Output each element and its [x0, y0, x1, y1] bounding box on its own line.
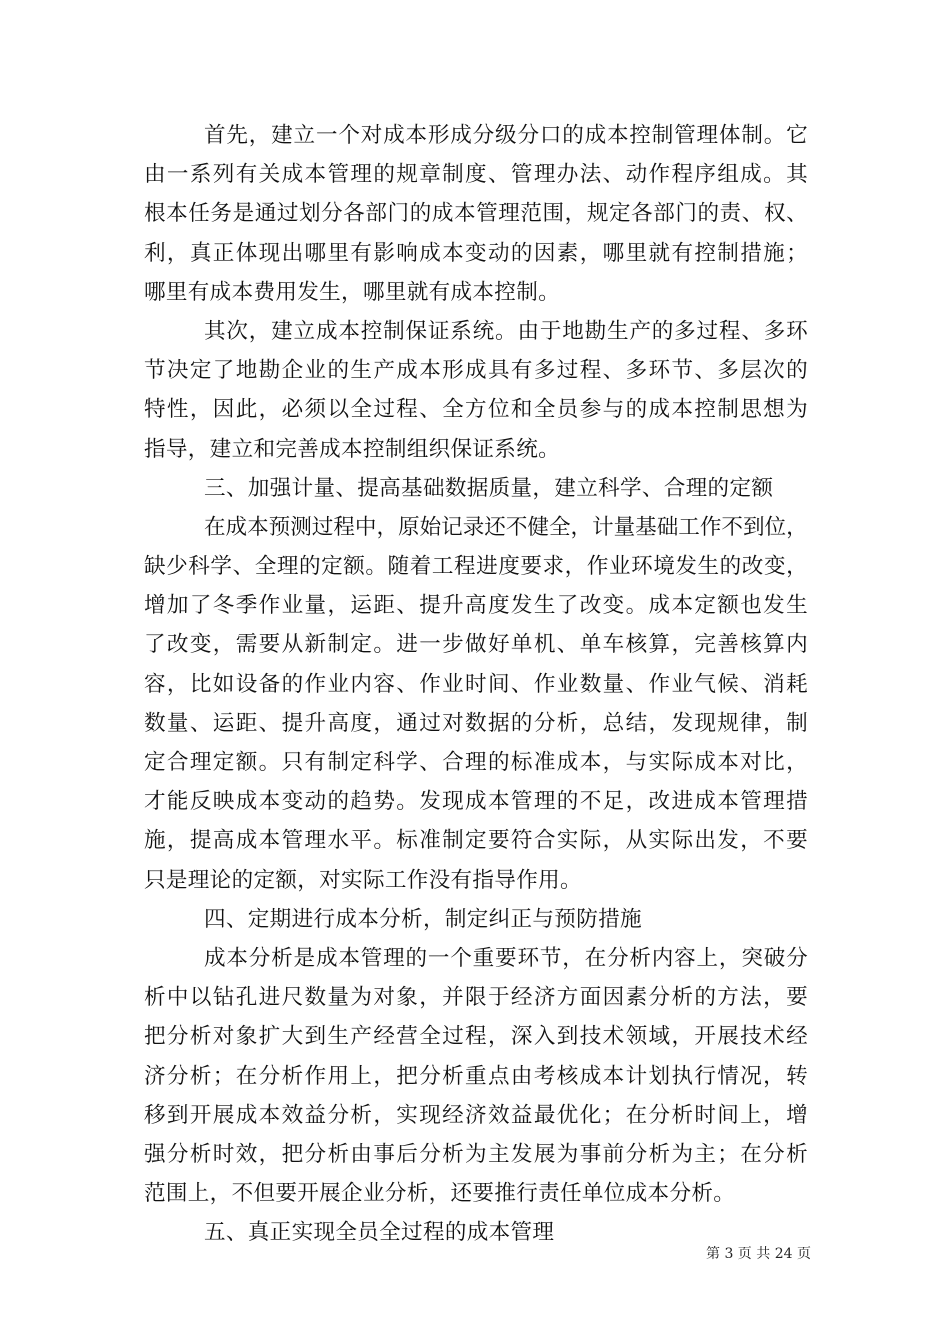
text-line: 指导，建立和完善成本控制组织保证系统。 — [144, 436, 560, 462]
text-line: 析中以钻孔进尺数量为对象，并限于经济方面因素分析的方法，要 — [144, 985, 810, 1011]
text-line: 四、定期进行成本分析，制定纠正与预防措施 — [204, 906, 642, 932]
text-line: 施，提高成本管理水平。标准制定要符合实际，从实际出发，不要 — [144, 828, 810, 854]
text-line: 利，真正体现出哪里有影响成本变动的因素，哪里就有控制措施； — [144, 240, 810, 266]
text-line: 特性，因此，必须以全过程、全方位和全员参与的成本控制思想为 — [144, 397, 810, 423]
text-line: 容，比如设备的作业内容、作业时间、作业数量、作业气候、消耗 — [144, 671, 810, 697]
text-line: 把分析对象扩大到生产经营全过程，深入到技术领域，开展技术经 — [144, 1024, 810, 1050]
text-line: 五、真正实现全员全过程的成本管理 — [204, 1220, 555, 1246]
text-line: 在成本预测过程中，原始记录还不健全，计量基础工作不到位， — [204, 514, 808, 540]
text-line: 哪里有成本费用发生，哪里就有成本控制。 — [144, 279, 560, 305]
text-line: 只是理论的定额，对实际工作没有指导作用。 — [144, 867, 582, 893]
text-line: 移到开展成本效益分析，实现经济效益最优化；在分析时间上，增 — [144, 1102, 810, 1128]
text-line: 范围上，不但要开展企业分析，还要推行责任单位成本分析。 — [144, 1181, 736, 1207]
text-line: 节决定了地勘企业的生产成本形成具有多过程、多环节、多层次的 — [144, 358, 810, 384]
text-line: 缺少科学、全理的定额。随着工程进度要求，作业环境发生的改变， — [144, 554, 809, 580]
text-line: 数量、运距、提升高度，通过对数据的分析，总结，发现规律，制 — [144, 710, 810, 736]
text-line: 成本分析是成本管理的一个重要环节，在分析内容上，突破分 — [204, 945, 809, 971]
page-footer: 第 3 页 共 24 页 — [706, 1246, 811, 1262]
text-line: 三、加强计量、提高基础数据质量，建立科学、合理的定额 — [204, 475, 774, 501]
text-line: 首先，建立一个对成本形成分级分口的成本控制管理体制。它 — [204, 123, 809, 148]
text-line: 增加了冬季作业量，运距、提升高度发生了改变。成本定额也发生 — [144, 593, 810, 619]
text-line: 了改变，需要从新制定。进一步做好单机、单车核算，完善核算内 — [144, 632, 810, 658]
text-line: 定合理定额。只有制定科学、合理的标准成本，与实际成本对比， — [144, 750, 810, 775]
text-line: 才能反映成本变动的趋势。发现成本管理的不足，改进成本管理措 — [144, 789, 810, 815]
text-line: 其次，建立成本控制保证系统。由于地勘生产的多过程、多环 — [204, 318, 809, 344]
text-line: 根本任务是通过划分各部门的成本管理范围，规定各部门的责、权、 — [144, 201, 809, 227]
document-body — [144, 116, 808, 1252]
text-line: 济分析；在分析作用上，把分析重点由考核成本计划执行情况，转 — [144, 1063, 810, 1089]
text-line: 强分析时效，把分析由事后分析为主发展为事前分析为主；在分析 — [144, 1141, 810, 1167]
text-line: 由一系列有关成本管理的规章制度、管理办法、动作程序组成。其 — [144, 162, 810, 188]
